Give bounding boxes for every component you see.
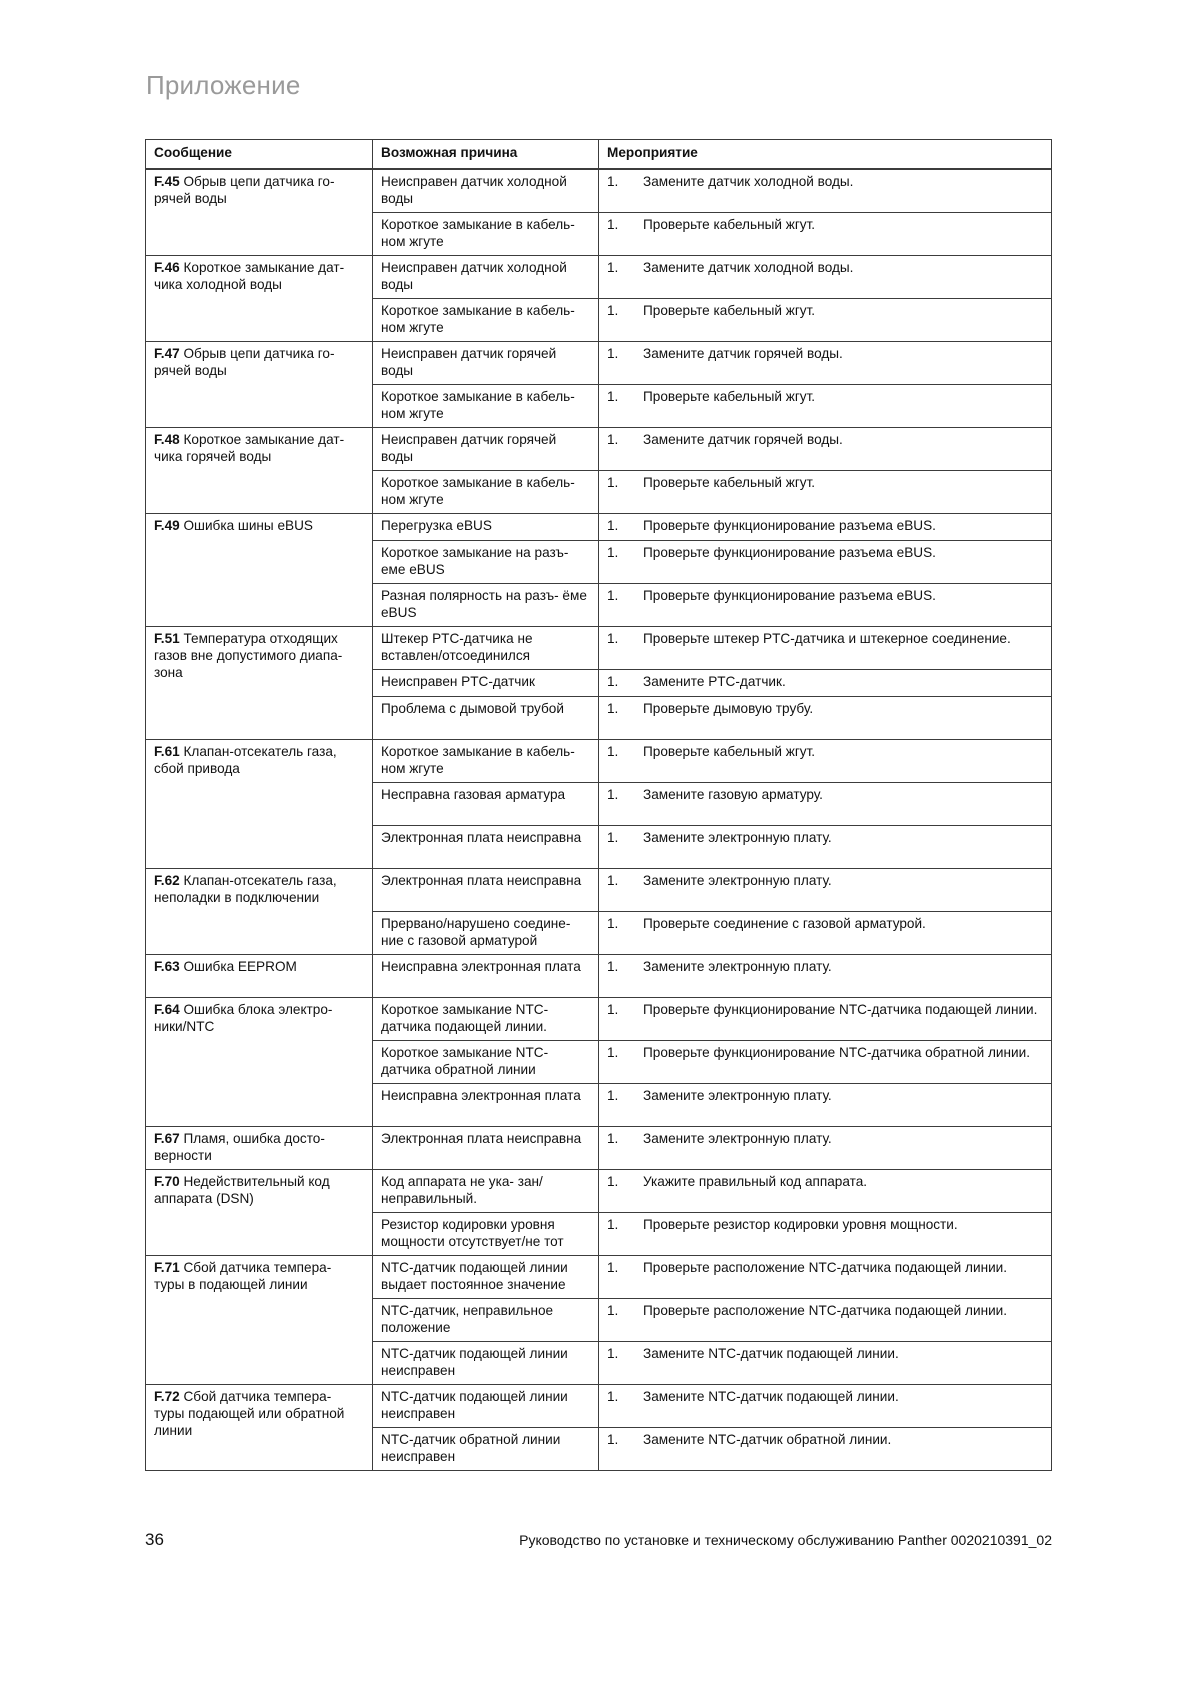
action-step: [607, 1345, 1043, 1362]
action-step-text: Замените PTC-датчик.: [643, 674, 786, 689]
fault-code: F.46: [154, 260, 180, 275]
fault-cause: Неисправен датчик горячей воды: [373, 342, 599, 385]
action-step-number: 1.: [607, 830, 619, 845]
fault-message-cell: [146, 514, 373, 627]
fault-cause: Прервано/нарушено соедине- ние с газовой арматурой: [373, 912, 599, 955]
action-step-number: 1.: [607, 432, 619, 447]
fault-code: F.48: [154, 432, 180, 447]
fault-message: Клапан-отсекатель газа, сбой привода: [154, 744, 337, 776]
action-step-text: Проверьте функционирование NTC-датчика обратной линии.: [643, 1045, 1030, 1060]
fault-message: Ошибка блока электро- ники/NTC: [154, 1002, 333, 1034]
fault-cause: Неисправна электронная плата: [373, 955, 599, 998]
action-step-number: 1.: [607, 303, 619, 318]
action-step: [607, 1431, 1043, 1448]
table-row: [146, 869, 1052, 912]
action-step-text: Проверьте расположение NTC-датчика подающей линии.: [643, 1303, 1008, 1318]
action-step-text: Замените датчик горячей воды.: [643, 346, 843, 361]
fault-message-cell: [146, 998, 373, 1127]
action-step-number: 1.: [607, 174, 619, 189]
fault-code: F.47: [154, 346, 180, 361]
action-step-number: 1.: [607, 873, 619, 888]
action-step-text: Проверьте функционирование разъема eBUS.: [643, 518, 936, 533]
fault-message-cell: [146, 1127, 373, 1170]
fault-table: [145, 139, 1052, 1471]
fault-table-body: [146, 169, 1052, 1471]
fault-message-cell: [146, 955, 373, 998]
fault-message-cell: [146, 627, 373, 740]
action-step: [607, 216, 1043, 233]
action-step-text: Проверьте расположение NTC-датчика подающей линии.: [643, 1260, 1008, 1275]
action-step-number: 1.: [607, 1002, 619, 1017]
fault-action-cell: [599, 1299, 1052, 1342]
action-step-number: 1.: [607, 389, 619, 404]
action-step-text: Проверьте дымовую трубу.: [643, 701, 814, 716]
fault-action-cell: [599, 584, 1052, 627]
header-action: Мероприятие: [599, 140, 1052, 170]
action-step-number: 1.: [607, 518, 619, 533]
fault-message-cell: [146, 869, 373, 955]
action-step-text: Замените электронную плату.: [643, 959, 832, 974]
action-step: [607, 743, 1043, 760]
action-step-number: 1.: [607, 1389, 619, 1404]
action-step-text: Проверьте резистор кодировки уровня мощности.: [643, 1217, 958, 1232]
fault-code: F.49: [154, 518, 180, 533]
header-message: Сообщение: [146, 140, 373, 170]
fault-message: Ошибка EEPROM: [183, 959, 297, 974]
action-step: [607, 1259, 1043, 1276]
fault-action-cell: [599, 826, 1052, 869]
fault-cause: Неисправен датчик горячей воды: [373, 428, 599, 471]
table-row: [146, 1256, 1052, 1299]
fault-cause: Короткое замыкание NTC- датчика подающей линии.: [373, 998, 599, 1041]
action-step-text: Замените датчик холодной воды.: [643, 260, 854, 275]
table-row: [146, 998, 1052, 1041]
fault-code: F.64: [154, 1002, 180, 1017]
action-step: [607, 517, 1043, 534]
action-step-number: 1.: [607, 959, 619, 974]
fault-message-cell: [146, 740, 373, 869]
fault-action-cell: [599, 912, 1052, 955]
section-title: Приложение: [146, 70, 301, 100]
fault-message-cell: [146, 256, 373, 342]
table-row: [146, 955, 1052, 998]
fault-cause: Перегрузка eBUS: [373, 514, 599, 541]
fault-cause: Электронная плата неисправна: [373, 869, 599, 912]
action-step: [607, 1087, 1043, 1104]
action-step: [607, 786, 1043, 803]
fault-cause: NTC-датчик, неправильное положение: [373, 1299, 599, 1342]
action-step: [607, 302, 1043, 319]
fault-cause: Неисправен датчик холодной воды: [373, 169, 599, 213]
action-step: [607, 915, 1043, 932]
fault-cause: Короткое замыкание NTC- датчика обратной линии: [373, 1041, 599, 1084]
fault-message: Обрыв цепи датчика го- рячей воды: [154, 174, 335, 206]
action-step-text: Проверьте функционирование разъема eBUS.: [643, 545, 936, 560]
fault-message: Температура отходящих газов вне допустимого диапа- зона: [154, 631, 343, 680]
action-step-number: 1.: [607, 701, 619, 716]
action-step-number: 1.: [607, 1260, 619, 1275]
fault-code: F.63: [154, 959, 180, 974]
fault-action-cell: [599, 541, 1052, 584]
action-step-number: 1.: [607, 260, 619, 275]
action-step-number: 1.: [607, 346, 619, 361]
action-step: [607, 431, 1043, 448]
action-step-text: Замените датчик холодной воды.: [643, 174, 854, 189]
action-step: [607, 1044, 1043, 1061]
fault-action-cell: [599, 697, 1052, 740]
fault-action-cell: [599, 627, 1052, 670]
fault-cause: Электронная плата неисправна: [373, 1127, 599, 1170]
fault-message: Обрыв цепи датчика го- рячей воды: [154, 346, 335, 378]
action-step-number: 1.: [607, 916, 619, 931]
fault-action-cell: [599, 998, 1052, 1041]
fault-message: Короткое замыкание дат- чика горячей воды: [154, 432, 345, 464]
action-step: [607, 474, 1043, 491]
page-number: 36: [145, 1530, 164, 1549]
action-step-number: 1.: [607, 631, 619, 646]
action-step: [607, 872, 1043, 889]
table-row: [146, 1127, 1052, 1170]
fault-message: Клапан-отсекатель газа, неполадки в подключении: [154, 873, 337, 905]
action-step-text: Замените электронную плату.: [643, 830, 832, 845]
action-step-number: 1.: [607, 545, 619, 560]
fault-cause: Короткое замыкание в кабель- ном жгуте: [373, 299, 599, 342]
action-step-text: Проверьте соединение с газовой арматурой.: [643, 916, 926, 931]
action-step: [607, 1001, 1043, 1018]
fault-message: Сбой датчика темпера- туры в подающей линии: [154, 1260, 332, 1292]
action-step-text: Проверьте функционирование NTC-датчика подающей линии.: [643, 1002, 1038, 1017]
action-step-number: 1.: [607, 1432, 619, 1447]
action-step: [607, 700, 1043, 717]
table-header-row: [146, 140, 1052, 170]
action-step-number: 1.: [607, 744, 619, 759]
action-step-number: 1.: [607, 1217, 619, 1232]
fault-action-cell: [599, 1170, 1052, 1213]
table-row: [146, 740, 1052, 783]
fault-action-cell: [599, 740, 1052, 783]
fault-cause: Короткое замыкание в кабель- ном жгуте: [373, 385, 599, 428]
fault-action-cell: [599, 869, 1052, 912]
table-row: [146, 1385, 1052, 1428]
action-step: [607, 388, 1043, 405]
fault-code: F.62: [154, 873, 180, 888]
action-step: [607, 673, 1043, 690]
fault-cause: Короткое замыкание на разъ- еме eBUS: [373, 541, 599, 584]
action-step-number: 1.: [607, 1045, 619, 1060]
action-step-number: 1.: [607, 674, 619, 689]
document-footer: Руководство по установке и техническому обслуживанию Panther 0020210391_02: [519, 1532, 1052, 1548]
action-step-number: 1.: [607, 787, 619, 802]
fault-action-cell: [599, 955, 1052, 998]
action-step-text: Замените NTC-датчик подающей линии.: [643, 1389, 899, 1404]
action-step: [607, 1173, 1043, 1190]
fault-cause: NTC-датчик подающей линии неисправен: [373, 1385, 599, 1428]
action-step: [607, 829, 1043, 846]
fault-message: Ошибка шины eBUS: [183, 518, 313, 533]
fault-code: F.45: [154, 174, 180, 189]
fault-cause: Код аппарата не ука- зан/неправильный.: [373, 1170, 599, 1213]
table-row: [146, 1170, 1052, 1213]
header-cause: Возможная причина: [373, 140, 599, 170]
action-step-number: 1.: [607, 1174, 619, 1189]
action-step: [607, 1130, 1043, 1147]
fault-code: F.72: [154, 1389, 180, 1404]
action-step-text: Замените датчик горячей воды.: [643, 432, 843, 447]
action-step-number: 1.: [607, 588, 619, 603]
action-step: [607, 587, 1043, 604]
action-step-text: Замените NTC-датчик подающей линии.: [643, 1346, 899, 1361]
fault-action-cell: [599, 1385, 1052, 1428]
action-step-text: Проверьте функционирование разъема eBUS.: [643, 588, 936, 603]
fault-cause: Короткое замыкание в кабель- ном жгуте: [373, 740, 599, 783]
action-step-text: Проверьте кабельный жгут.: [643, 744, 816, 759]
fault-message: Сбой датчика темпера- туры подающей или обратной линии: [154, 1389, 345, 1438]
fault-action-cell: [599, 428, 1052, 471]
action-step-text: Замените электронную плату.: [643, 873, 832, 888]
action-step-number: 1.: [607, 1088, 619, 1103]
fault-action-cell: [599, 385, 1052, 428]
fault-code: F.61: [154, 744, 180, 759]
fault-code: F.71: [154, 1260, 180, 1275]
fault-action-cell: [599, 299, 1052, 342]
fault-message-cell: [146, 428, 373, 514]
action-step: [607, 345, 1043, 362]
fault-message-cell: [146, 1256, 373, 1385]
fault-message-cell: [146, 1170, 373, 1256]
fault-action-cell: [599, 342, 1052, 385]
fault-message: Недействительный код аппарата (DSN): [154, 1174, 330, 1206]
fault-cause: NTC-датчик подающей линии неисправен: [373, 1342, 599, 1385]
action-step-number: 1.: [607, 475, 619, 490]
fault-cause: Короткое замыкание в кабель- ном жгуте: [373, 471, 599, 514]
fault-action-cell: [599, 1428, 1052, 1471]
fault-action-cell: [599, 256, 1052, 299]
fault-action-cell: [599, 1213, 1052, 1256]
table-row: [146, 169, 1052, 213]
fault-cause: Разная полярность на разъ- ёме eBUS: [373, 584, 599, 627]
table-row: [146, 342, 1052, 385]
action-step-text: Замените NTC-датчик обратной линии.: [643, 1432, 892, 1447]
fault-cause: Неисправен PTC-датчик: [373, 670, 599, 697]
fault-cause: NTC-датчик подающей линии выдает постоянное значение: [373, 1256, 599, 1299]
action-step-text: Проверьте кабельный жгут.: [643, 217, 816, 232]
fault-action-cell: [599, 783, 1052, 826]
action-step-number: 1.: [607, 1131, 619, 1146]
action-step: [607, 1302, 1043, 1319]
fault-code: F.51: [154, 631, 180, 646]
fault-message: Короткое замыкание дат- чика холодной воды: [154, 260, 345, 292]
fault-action-cell: [599, 670, 1052, 697]
action-step-text: Укажите правильный код аппарата.: [643, 1174, 868, 1189]
fault-cause: Проблема с дымовой трубой: [373, 697, 599, 740]
action-step-text: Проверьте кабельный жгут.: [643, 475, 816, 490]
fault-action-cell: [599, 514, 1052, 541]
fault-cause: NTC-датчик обратной линии неисправен: [373, 1428, 599, 1471]
fault-cause: Неисправен датчик холодной воды: [373, 256, 599, 299]
table-row: [146, 256, 1052, 299]
action-step: [607, 1216, 1043, 1233]
fault-action-cell: [599, 1084, 1052, 1127]
fault-cause: Короткое замыкание в кабель- ном жгуте: [373, 213, 599, 256]
action-step-number: 1.: [607, 1346, 619, 1361]
table-row: [146, 428, 1052, 471]
action-step-text: Замените электронную плату.: [643, 1131, 832, 1146]
action-step-text: Проверьте кабельный жгут.: [643, 389, 816, 404]
table-row: [146, 627, 1052, 670]
fault-action-cell: [599, 169, 1052, 213]
action-step: [607, 259, 1043, 276]
action-step-text: Проверьте кабельный жгут.: [643, 303, 816, 318]
action-step: [607, 173, 1043, 190]
fault-message-cell: [146, 342, 373, 428]
action-step: [607, 1388, 1043, 1405]
fault-action-cell: [599, 1127, 1052, 1170]
fault-cause: Несправна газовая арматура: [373, 783, 599, 826]
fault-action-cell: [599, 213, 1052, 256]
fault-code: F.67: [154, 1131, 180, 1146]
fault-cause: Штекер PTC-датчика не вставлен/отсоединился: [373, 627, 599, 670]
fault-action-cell: [599, 1342, 1052, 1385]
action-step: [607, 630, 1043, 647]
action-step-text: Замените газовую арматуру.: [643, 787, 823, 802]
action-step-text: Замените электронную плату.: [643, 1088, 832, 1103]
fault-message-cell: [146, 1385, 373, 1471]
fault-code: F.70: [154, 1174, 180, 1189]
fault-cause: Резистор кодировки уровня мощности отсутствует/не тот: [373, 1213, 599, 1256]
fault-action-cell: [599, 1256, 1052, 1299]
action-step: [607, 544, 1043, 561]
fault-action-cell: [599, 1041, 1052, 1084]
fault-message-cell: [146, 169, 373, 256]
action-step-number: 1.: [607, 217, 619, 232]
action-step: [607, 958, 1043, 975]
action-step-number: 1.: [607, 1303, 619, 1318]
fault-cause: Неисправна электронная плата: [373, 1084, 599, 1127]
fault-message: Пламя, ошибка досто- верности: [154, 1131, 325, 1163]
action-step-text: Проверьте штекер PTC-датчика и штекерное соединение.: [643, 631, 1011, 646]
fault-cause: Электронная плата неисправна: [373, 826, 599, 869]
fault-action-cell: [599, 471, 1052, 514]
table-row: [146, 514, 1052, 541]
